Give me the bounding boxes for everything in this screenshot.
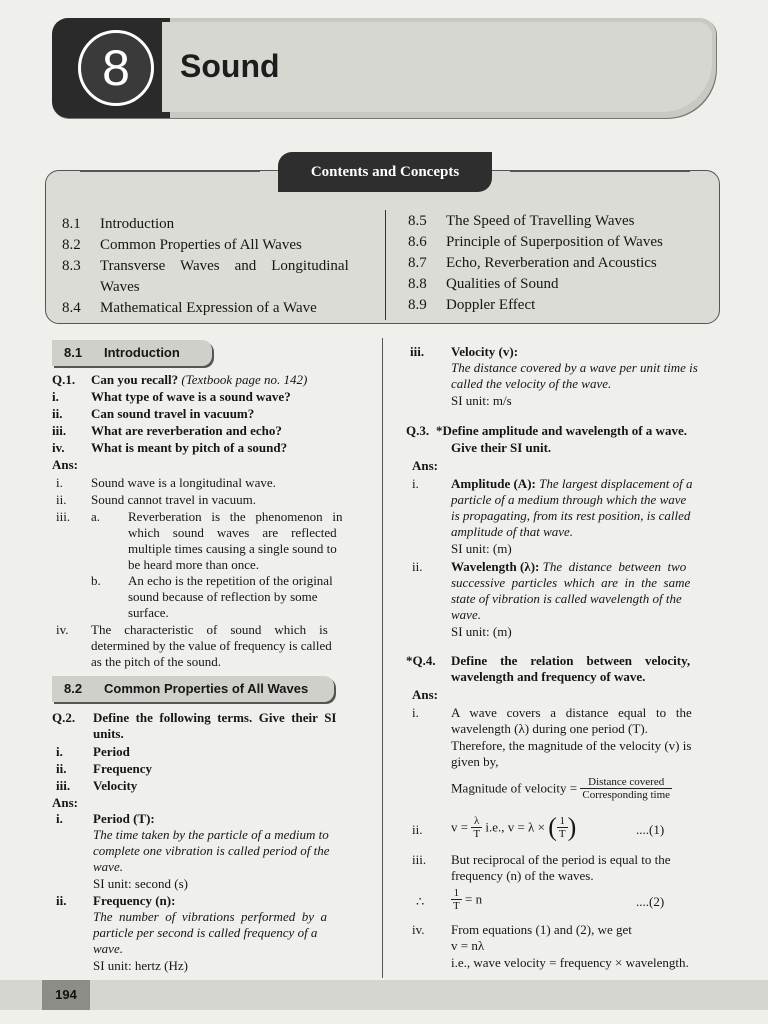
- answer-label: Ans:: [52, 795, 79, 810]
- answer-text: surface.: [128, 605, 169, 620]
- question-text: wavelength and frequency of wave.: [451, 669, 646, 684]
- definition: particle of a medium through which the wave: [451, 492, 687, 507]
- question-item: Velocity: [93, 778, 138, 793]
- equation-1: v = $\frac{\lambda}{T}$ i.e., v = λ × ( $\frac{1}{T}$ ): [451, 812, 577, 842]
- column-divider: [382, 338, 383, 978]
- definition: particle per second is called frequency of a: [93, 925, 318, 940]
- definition: amplitude of that wave.: [451, 524, 574, 539]
- definition: wave.: [93, 941, 123, 956]
- contents-item: 8.7 Echo, Reverberation and Acoustics: [408, 255, 657, 271]
- contents-item: Waves: [100, 279, 140, 295]
- term-heading: Frequency (n):: [93, 893, 176, 908]
- question-text: Define the following terms. Give their SI: [93, 710, 337, 725]
- answer-text: which sound waves are reflected: [128, 525, 337, 540]
- answer-text: be heard more than once.: [128, 557, 260, 572]
- contents-right-list: [408, 211, 708, 316]
- contents-column-divider: [385, 210, 386, 320]
- contents-item: 8.5 The Speed of Travelling Waves: [408, 213, 635, 229]
- question-item: What is meant by pitch of a sound?: [91, 440, 288, 455]
- si-unit: SI unit: hertz (Hz): [93, 958, 188, 973]
- definition: wave.: [451, 607, 481, 622]
- answer-label: Ans:: [412, 687, 439, 702]
- question-text: *Define amplitude and wavelength of a wave.: [436, 423, 687, 438]
- definition: The number of vibrations performed by a: [93, 909, 327, 924]
- answer-text: given by,: [451, 754, 499, 769]
- answer-text: The characteristic of sound which is: [91, 622, 328, 637]
- contents-left-list: [62, 214, 380, 319]
- contents-item: 8.3 Transverse Waves and Longitudinal: [62, 258, 349, 274]
- velocity-formula: Magnitude of velocity = $\frac{\text{Distance covered}}{\text{Corresponding time}}$: [451, 776, 671, 801]
- page-number: 194: [42, 980, 90, 1010]
- left-column-lower: Q.2. Define the following terms. Give their SI units. i. Period ii. Frequency iii. Velocity Ans: i. Period (T): The time taken by the particle of a medium to complete one vibration is called period of the wave. SI unit: second (s) ii. Frequency (n): The number of vibrations performed by a particle per second is called frequency of a wave. SI unit: hertz (Hz): [52, 710, 337, 973]
- contents-item: 8.6 Principle of Superposition of Waves: [408, 234, 663, 250]
- question-item: Period: [93, 744, 130, 759]
- si-unit: SI unit: (m): [451, 541, 512, 556]
- equation-number: ....(1): [636, 822, 665, 837]
- definition: complete one vibration is called period of the: [93, 843, 330, 858]
- si-unit: SI unit: m/s: [451, 393, 512, 408]
- question-item: Frequency: [93, 761, 152, 776]
- answer-text: Sound cannot travel in vacuum.: [91, 492, 256, 507]
- answer-text: Reverberation is the phenomenon in: [128, 509, 343, 524]
- answer-text: wavelength (λ) during one period (T).: [451, 721, 648, 736]
- definition: wave.: [93, 859, 123, 874]
- definition: successive particles which are in the same: [451, 575, 691, 590]
- right-column: iii. Velocity (v): The distance covered by a wave per unit time is called the velocity of the wave. SI unit: m/s Q.3. *Define amplitude and wavelength of a wave. Give their SI unit. Ans: i. Amplitude (A): The largest displacement of a particle of a medium through which the wave is propagating, from its rest position, is called amplitude of that wave. SI unit: (m) ii. Wavelength (λ): The distance between two successive particles which are in the same state of vibration is called wavelength of the wave. SI unit: (m) *Q.4. Define the relation between velocity, wavelength and frequency of wave. Ans: i. A wave covers a distance equal to the wavelength (λ) during one period (T). Therefore, the magnitude of the velocity (v) is given by, Magnitude of velocity = $\frac{\text{Distance covered}}{\text{Corresponding time}}$ ii. v = $\frac{\lambda}{T}$ i.e., v = λ × ( $\frac{1}{T}$ ) ....(1) iii. But reciprocal of the period is equal to the frequency (n) of the waves. ∴ $\frac{1}{T}$ = n ....(2) iv. From equations (1) and (2), we get v = nλ i.e., wave velocity = frequency × wavelength.: [406, 344, 698, 970]
- contents-heading: Contents and Concepts: [278, 152, 492, 192]
- contents-item: 8.4 Mathematical Expression of a Wave: [62, 300, 317, 316]
- term-heading: Period (T):: [93, 811, 155, 826]
- question-item: What are reverberation and echo?: [91, 423, 282, 438]
- left-column: Q.1. Can you recall? (Textbook page no. 142) i. What type of wave is a sound wave? ii. Can sound travel in vacuum? iii. What are reverberation and echo? iv. What is meant by pitch of a sound? Ans: i. Sound wave is a longitudinal wave. ii. Sound cannot travel in vacuum. iii. a. Reverberation is the phenomenon in which sound waves are reflected multiple times causing a single sound to be heard more than once. b. An echo is the repetition of the original sound because of reflection by some surface. iv. The characteristic of sound which is determined by the value of frequency is called as the pitch of the sound.: [52, 372, 343, 669]
- answer-text: Sound wave is a longitudinal wave.: [91, 475, 276, 490]
- section-heading-8-2: 8.2 Common Properties of All Waves: [52, 676, 334, 702]
- equation-2: $\frac{1}{T}$ = n: [453, 887, 483, 912]
- question-item: Can sound travel in vacuum?: [91, 406, 255, 421]
- definition: state of vibration is called wavelength of the: [451, 591, 682, 606]
- section-heading-8-1: 8.1 Introduction: [52, 340, 212, 366]
- answer-text: A wave covers a distance equal to the: [451, 705, 692, 720]
- answer-text: An echo is the repetition of the original: [128, 573, 333, 588]
- question-text: Give their SI unit.: [451, 440, 552, 455]
- term-heading: Velocity (v):: [451, 344, 519, 359]
- si-unit: SI unit: second (s): [93, 876, 188, 891]
- definition: is propagating, from its rest position, is called: [451, 508, 691, 523]
- divider: [80, 171, 260, 172]
- definition: The distance covered by a wave per unit time is: [451, 360, 698, 375]
- contents-item: 8.9 Doppler Effect: [408, 297, 536, 313]
- question-label: Q.1.: [52, 372, 76, 387]
- answer-text: Therefore, the magnitude of the velocity (v) is: [451, 738, 692, 753]
- divider: [510, 171, 690, 172]
- question-item: What type of wave is a sound wave?: [91, 389, 291, 404]
- answer-text: frequency (n) of the waves.: [451, 868, 594, 883]
- definition: Wavelength (λ): The distance between two: [451, 559, 687, 574]
- definition: The time taken by the particle of a medium to: [93, 827, 329, 842]
- footer-bar: [0, 980, 768, 1010]
- answer-text: determined by the value of frequency is called: [91, 638, 332, 653]
- answer-text: i.e., wave velocity = frequency × wavelength.: [451, 955, 689, 970]
- si-unit: SI unit: (m): [451, 624, 512, 639]
- question-text: Can you recall? (Textbook page no. 142): [91, 372, 308, 387]
- answer-label: Ans:: [412, 458, 439, 473]
- question-text: Define the relation between velocity,: [451, 653, 691, 668]
- chapter-title: Sound: [180, 48, 280, 84]
- answer-text: From equations (1) and (2), we get: [451, 922, 632, 937]
- answer-text: But reciprocal of the period is equal to the: [451, 852, 671, 867]
- answer-label: Ans:: [52, 457, 79, 472]
- contents-item: 8.1 Introduction: [62, 216, 175, 232]
- question-text: units.: [93, 726, 124, 741]
- definition: called the velocity of the wave.: [451, 376, 612, 391]
- definition: Amplitude (A): The largest displacement of a: [451, 476, 693, 491]
- answer-text: multiple times causing a single sound to: [128, 541, 337, 556]
- chapter-number: 8: [78, 30, 154, 106]
- contents-item: 8.8 Qualities of Sound: [408, 276, 559, 292]
- answer-text: v = nλ: [451, 938, 485, 953]
- answer-text: sound because of reflection by some: [128, 589, 318, 604]
- answer-text: as the pitch of the sound.: [91, 654, 221, 669]
- equation-number: ....(2): [636, 894, 665, 909]
- fraction: $\frac{\text{Distance covered}}{\text{Corresponding time}}$: [582, 776, 671, 801]
- contents-item: 8.2 Common Properties of All Waves: [62, 237, 302, 253]
